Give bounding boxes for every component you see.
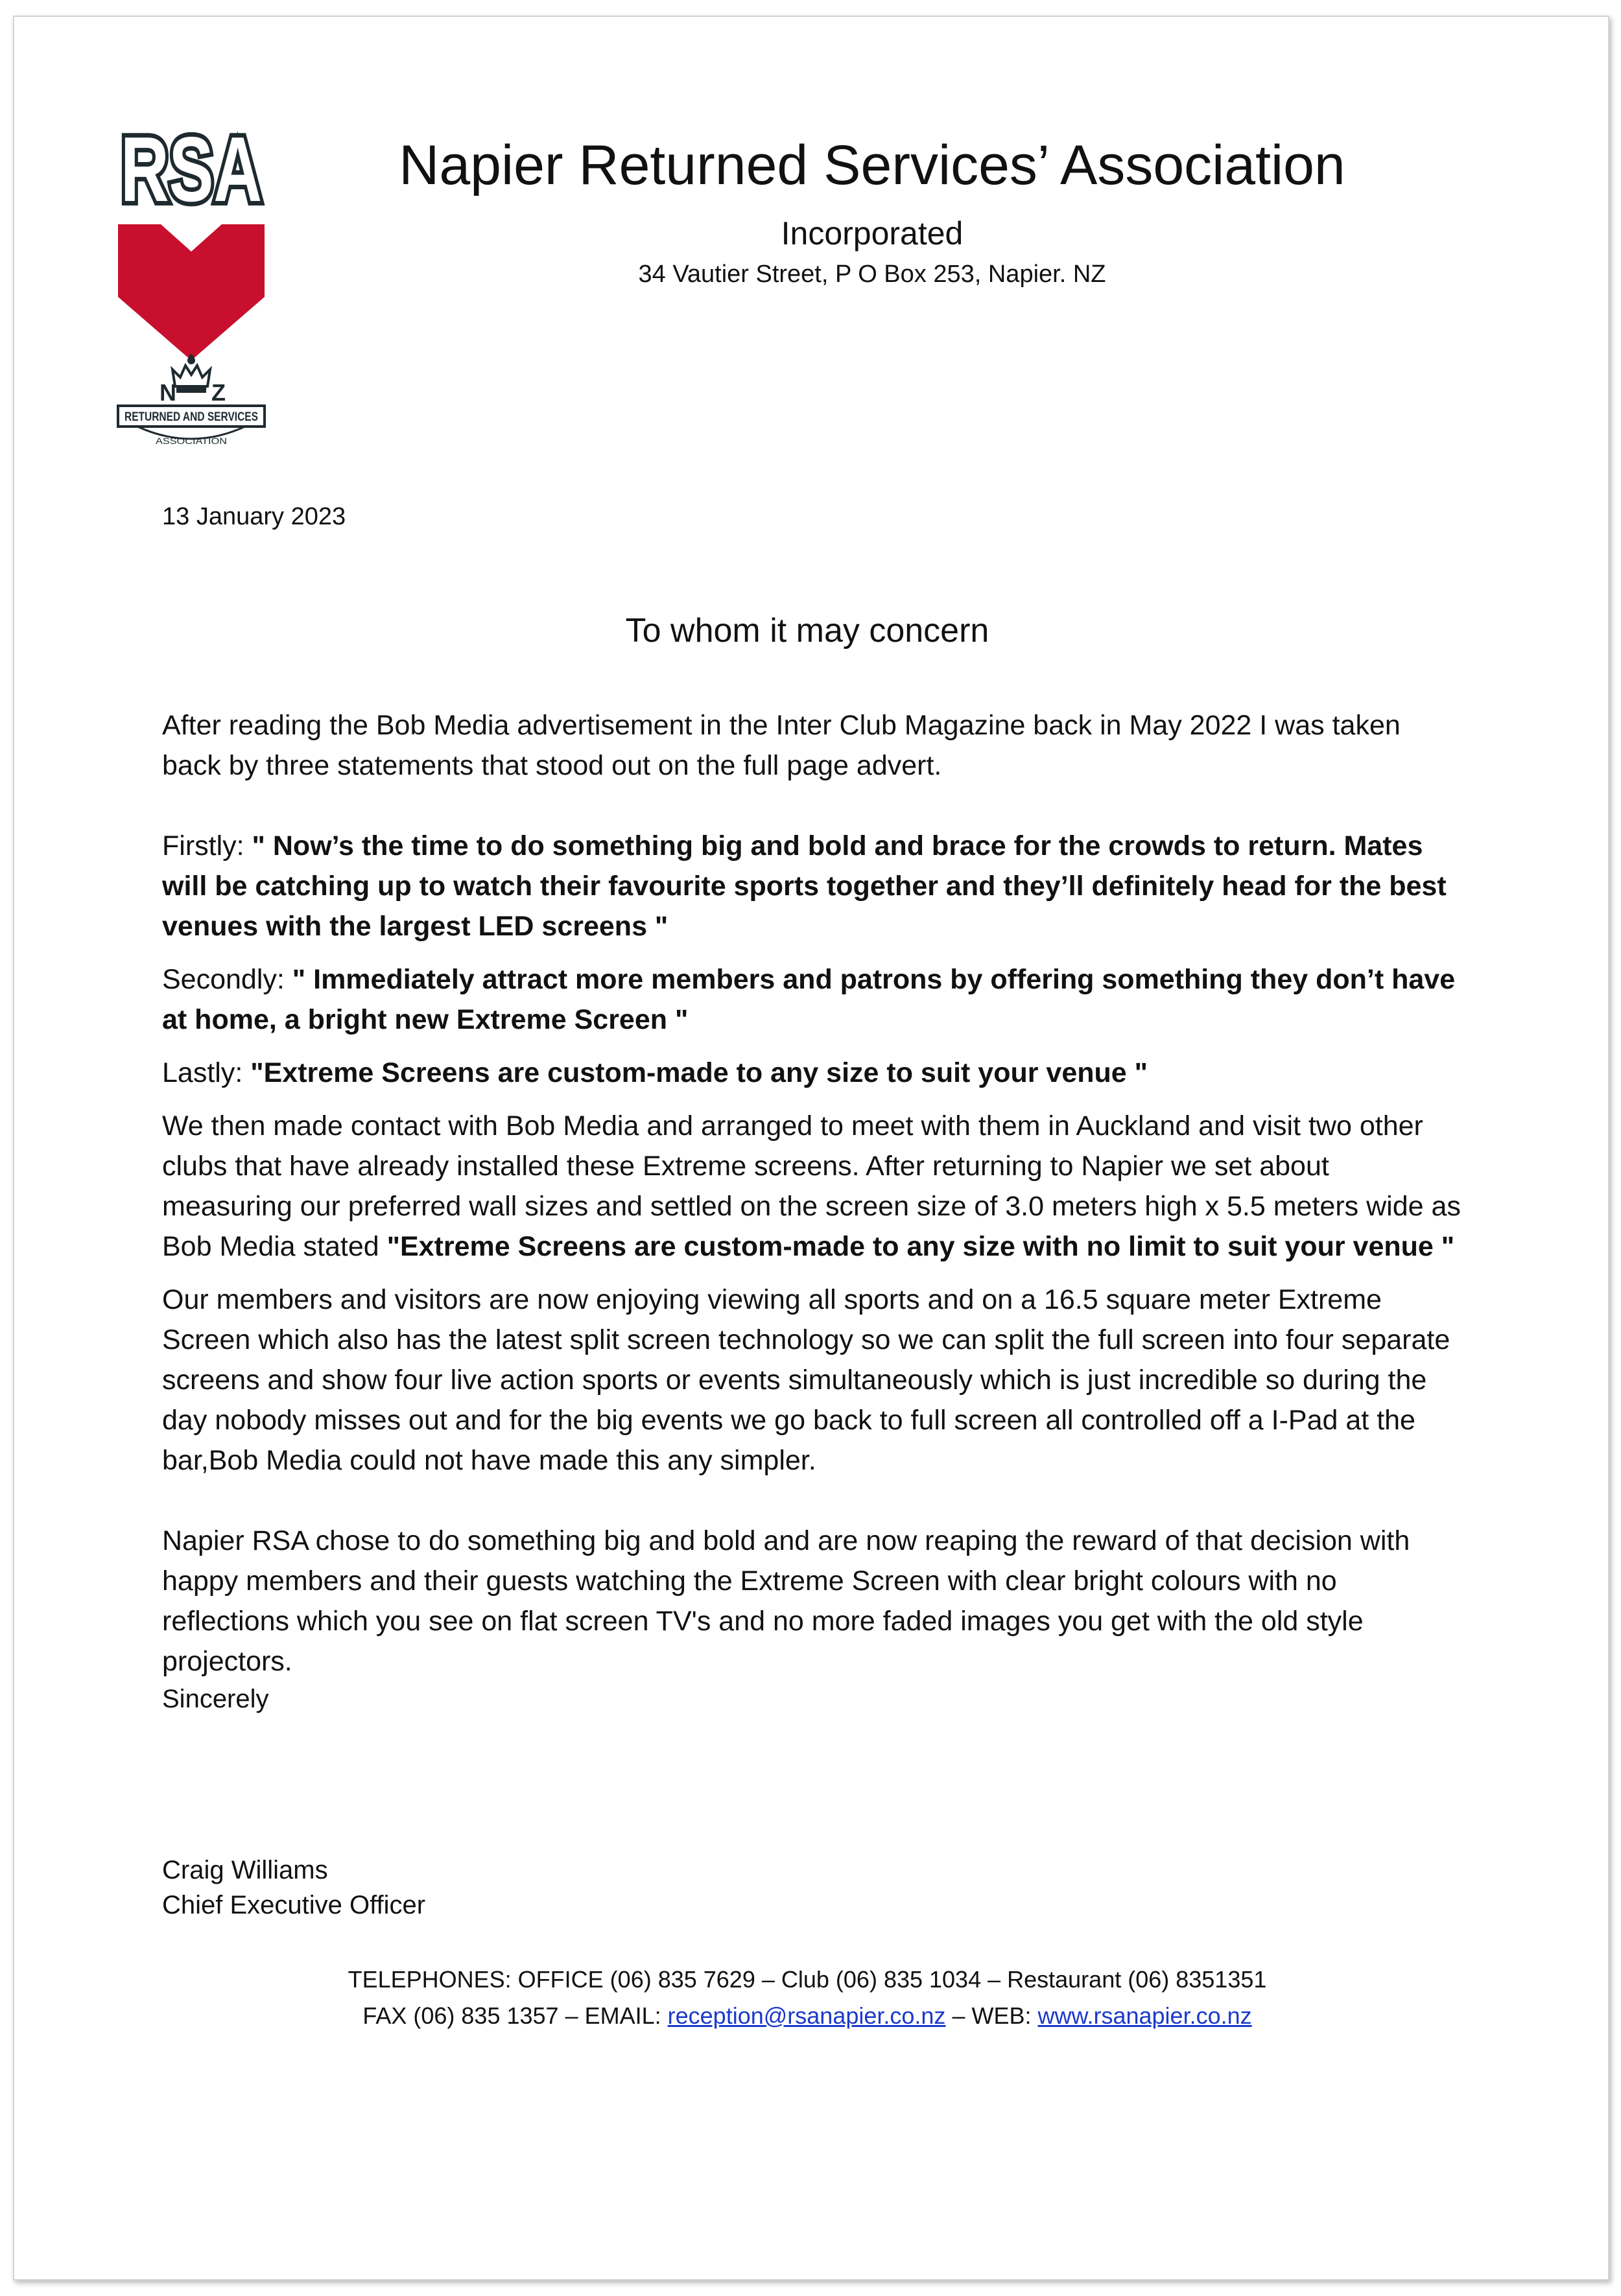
signatory-title: Chief Executive Officer: [162, 1891, 426, 1919]
secondly-quote: " Immediately attract more members and patrons by offering something they don’t have at home, a bright new Extreme Screen ": [162, 964, 1456, 1035]
badge-letter-n: N: [160, 379, 176, 406]
footer-web-link[interactable]: www.rsanapier.co.nz: [1037, 2002, 1252, 2029]
paragraph-secondly: [162, 959, 1465, 1040]
firstly-label: Firstly:: [162, 830, 252, 861]
secondly-label: Secondly:: [162, 964, 292, 995]
signature-block: [162, 1853, 425, 1923]
footer-fax-email-label: FAX (06) 835 1357 – EMAIL:: [362, 2002, 668, 2029]
contact-text: We then made contact with Bob Media and arranged to meet with them in Auckland and visit two other clubs that have already installed these Extreme screens. After returning to Napier we set about measuring our preferred wall sizes and settled on the screen size of 3.0 meters high x 5.5 meters wide as Bob Media stated: [162, 1110, 1461, 1262]
badge-letter-z: Z: [211, 379, 226, 406]
organisation-name: Napier Returned Services’ Association: [399, 134, 1345, 196]
footer-web-label: – WEB:: [945, 2002, 1038, 2029]
rsa-logo: [117, 118, 266, 459]
firstly-quote: " Now’s the time to do something big and bold and brace for the crowds to return. Mates will be catching up to watch their favourite sports together and they’ll definitely head for the best venues with the largest LED screens ": [162, 830, 1447, 942]
letterhead-header: [292, 130, 1452, 290]
lastly-label: Lastly:: [162, 1057, 251, 1088]
incorporated-label: Incorporated: [781, 215, 964, 252]
paragraph-firstly: [162, 826, 1465, 946]
red-heart-shape: [118, 224, 265, 360]
letter-date: 13 January 2023: [162, 503, 346, 530]
footer-telephones: TELEPHONES: OFFICE (06) 835 7629 – Club (06) 835 1034 – Restaurant (06) 8351351: [348, 1966, 1267, 1993]
lastly-quote: "Extreme Screens are custom-made to any size to suit your venue ": [250, 1057, 1148, 1088]
letter-footer: [162, 1962, 1452, 2034]
logo-rsa-text: RSA: [121, 118, 262, 221]
paragraph-conclusion: Napier RSA chose to do something big and bold and are now reaping the reward of that decision with happy members and their guests watching the Extreme Screen with clear bright colours with no reflections which you see on flat screen TV's and no more faded images you get with the old style projectors.: [162, 1525, 1410, 1677]
badge-bottom-text: ASSOCIATION: [156, 436, 227, 446]
signatory-name: Craig Williams: [162, 1856, 328, 1884]
letter-body: [162, 705, 1465, 1716]
badge-banner-text: RETURNED AND SERVICES: [124, 410, 258, 424]
closing-sincerely: Sincerely: [162, 1685, 269, 1713]
salutation: To whom it may concern: [625, 612, 989, 650]
paragraph-intro: After reading the Bob Media advertisement in the Inter Club Magazine back in May 2022 I was taken back by three statements that stood out on the full page advert.: [162, 710, 1401, 781]
footer-email-link[interactable]: reception@rsanapier.co.nz: [667, 2002, 946, 2029]
crown-icon: [172, 354, 210, 393]
footer-contact-line: [162, 1998, 1452, 2034]
paragraph-lastly: [162, 1053, 1465, 1093]
organisation-address: 34 Vautier Street, P O Box 253, Napier. NZ: [638, 261, 1106, 288]
paragraph-contact: [162, 1106, 1465, 1267]
paragraph-enjoying: Our members and visitors are now enjoying viewing all sports and on a 16.5 square meter Extreme Screen which also has the latest split screen technology so we can split the full screen into four separate screens and show four live action sports or events simultaneously which is just incredible so during the day nobody misses out and for the big events we go back to full screen all controlled off a I-Pad at the bar,Bob Media could not have made this any simpler.: [162, 1284, 1450, 1476]
contact-quote: "Extreme Screens are custom-made to any size with no limit to suit your venue ": [386, 1231, 1455, 1262]
